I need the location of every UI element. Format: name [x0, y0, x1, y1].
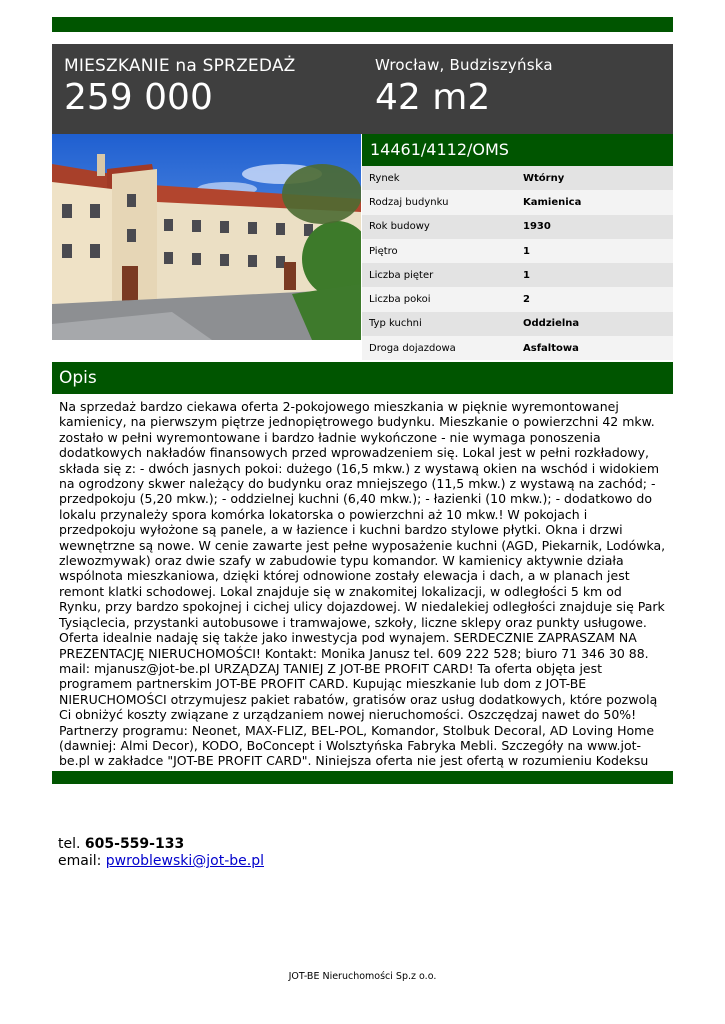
email-line: [58, 853, 264, 870]
property-row: [362, 312, 673, 336]
property-table: [362, 166, 673, 360]
property-value: 1: [523, 269, 530, 281]
property-row: [362, 190, 673, 214]
phone-number: 605-559-133: [84, 836, 185, 852]
listing-header: [52, 44, 673, 134]
property-value: Wtórny: [523, 172, 565, 184]
location-block: [375, 56, 553, 118]
property-label: Typ kuchni: [369, 318, 422, 330]
offer-type: MIESZKANIE na SPRZEDAŻ: [64, 56, 296, 76]
area: 42 m2: [375, 77, 491, 118]
property-label: Rok budowy: [369, 221, 430, 233]
phone-line: [58, 836, 264, 853]
phone-label: tel.: [58, 836, 81, 852]
property-value: 1: [523, 245, 530, 257]
description-title: Opis: [52, 362, 673, 394]
price: 259 000: [64, 77, 213, 118]
property-value: Asfaltowa: [523, 342, 579, 354]
property-value: Oddzielna: [523, 318, 580, 330]
property-label: Rodzaj budynku: [369, 196, 449, 208]
property-row: [362, 263, 673, 287]
listing-reference: 14461/4112/OMS: [362, 134, 673, 166]
property-label: Rynek: [369, 172, 400, 184]
property-label: Piętro: [369, 245, 398, 257]
footer-company: JOT-BE Nieruchomości Sp.z o.o.: [288, 971, 437, 982]
property-label: Liczba pokoi: [369, 294, 431, 306]
email-label: email:: [58, 853, 102, 869]
email-link[interactable]: pwroblewski@jot-be.pl: [105, 853, 264, 869]
description-text: Na sprzedaż bardzo ciekawa oferta 2-pokojowego mieszkania w pięknie wyremontowanej kamienicy, na pierwszym piętrze jednopiętrowego budynku. Mieszkanie o powierzchni 42 mkw. zostało w pełni wyremontowane i bardzo ładnie wykończone - nie wymaga ponoszenia dodatkowych nakładów finansowych przed wprowadzeniem się. Lokal jest w pełni rozkładowy, składa się z: - dwóch jasnych pokoi: dużego (16,5 mkw.) z wystawą okien na wschód i widokiem na ogrodzony skwer należący do budynku oraz mniejszego (11,5 mkw.) z wystawą na zachód; - przedpokoju (5,20 mkw.); - oddzielnej kuchni (6,40 mkw.); - łazienki (10 mkw.); - dodatkowo do lokalu przynależy spora komórka lokatorska o powierzchni aż 10 mkw.! W pokojach i przedpokoju wyłożone są panele, a w łazience i kuchni bardzo stylowe płytki. Okna i drzwi wewnętrzne są nowe. W cenie zawarte jest pełne wyposażenie kuchni (AGD, Piekarnik, Lodówka, zlewozmywak) oraz dwie szafy w zabudowie typu komandor. W kamienicy aktywnie działa wspólnota mieszkaniowa, dzięki której odnowione zostały elewacja i dach, a w planach jest remont klatki schodowej. Lokal znajduje się w znakomitej lokalizacji, w odległości 5 km od Rynku, przy bardzo spokojnej i cichej ulicy dojazdowej. W niedalekiej odległości znajduje się Park Tysiąclecia, przystanki autobusowe i tramwajowe, szkoły, liczne sklepy oraz punkty usługowe. Oferta idealnie nadaję się także jako inwestycja pod wynajem. SERDECZNIE ZAPRASZAM NA PREZENTACJĘ NIERUCHOMOŚCI! Kontakt: Monika Janusz tel. 609 222 528; biuro 71 346 30 88. mail: mjanusz@jot-be.pl URZĄDZAJ TANIEJ Z JOT-BE PROFIT CARD! Ta oferta objęta jest programem partnerskim JOT-BE PROFIT CARD. Kupując mieszkanie lub dom z JOT-BE NIERUCHOMOŚCI otrzymujesz pakiet rabatów, gratisów oraz usług dodatkowych, które pozwolą Ci obniżyć koszty związane z urządzaniem nowej nieruchomości. Oszczędzaj nawet do 50%! Partnerzy programu: Neonet, MAX-FLIZ, BEL-POL, Komandor, Stolbuk Decoral, AD Loving Home (dawniej: Almi Decor), KODO, BoConcept i Wolsztyńska Fabryka Mebli. Szczegóły na www.jot-be.pl w zakładce "JOT-BE PROFIT CARD". Niniejsza oferta nie jest ofertą w rozumieniu Kodeksu: [59, 399, 666, 769]
property-value: 1930: [523, 221, 551, 233]
price-block: [64, 56, 296, 118]
bottom-divider-bar: [52, 771, 673, 784]
property-row: [362, 239, 673, 263]
property-row: [362, 287, 673, 311]
property-row: [362, 336, 673, 360]
top-divider-bar: [52, 17, 673, 32]
contact-block: [58, 836, 264, 870]
property-value: Kamienica: [523, 196, 582, 208]
property-value: 2: [523, 294, 530, 306]
property-row: [362, 215, 673, 239]
property-row: [362, 166, 673, 190]
property-photo: [52, 134, 361, 340]
property-label: Liczba pięter: [369, 269, 434, 281]
property-label: Droga dojazdowa: [369, 342, 456, 354]
location: Wrocław, Budziszyńska: [375, 56, 553, 74]
